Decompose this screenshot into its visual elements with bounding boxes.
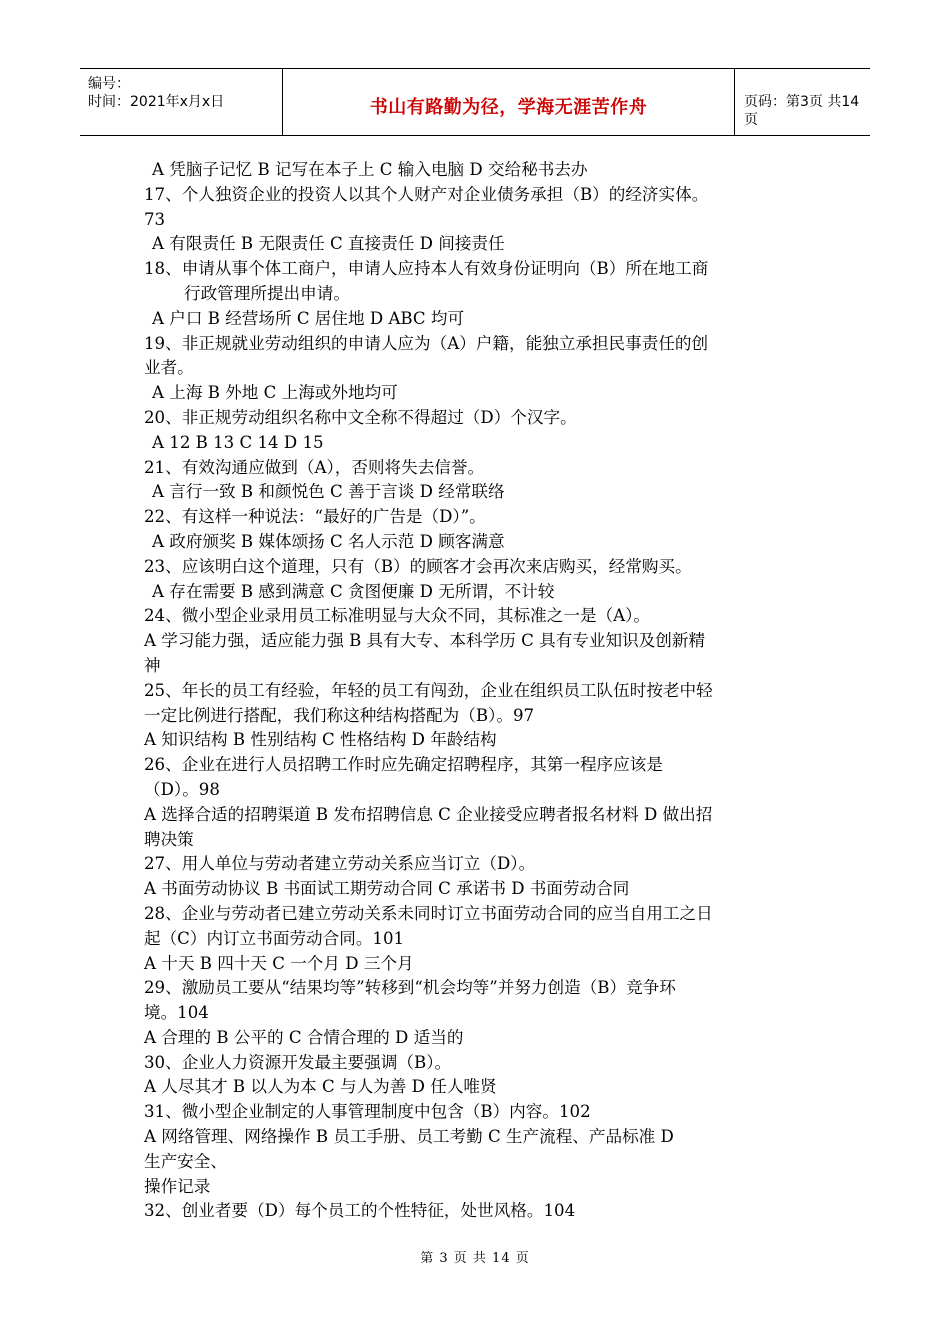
answer-options-line: A 言行一致 B 和颜悦色 C 善于言谈 D 经常联络 (152, 482, 505, 502)
question-text-line: A 书面劳动协议 B 书面试工期劳动合同 C 承诺书 D 书面劳动合同 (144, 879, 630, 899)
question-text-line: A 合理的 B 公平的 C 合情合理的 D 适当的 (144, 1027, 464, 1047)
question-text-line: 30、企业人力资源开发最主要强调（B）。 (144, 1052, 452, 1072)
header-motto-cell (283, 69, 735, 135)
header-meta-cell (80, 69, 283, 135)
question-text-line: 19、非正规就业劳动组织的申请人应为（A）户籍，能独立承担民事责任的创 (144, 333, 709, 353)
document-body (144, 158, 816, 1224)
question-text-line: 73 (144, 209, 166, 229)
answer-options-line: A 上海 B 外地 C 上海或外地均可 (152, 383, 398, 403)
question-text-line: A 知识结构 B 性别结构 C 性格结构 D 年龄结构 (144, 730, 497, 750)
question-text-line: A 十天 B 四十天 C 一个月 D 三个月 (144, 953, 414, 973)
question-text-line: 29、激励员工要从“结果均等”转移到“机会均等”并努力创造（B）竞争环 (144, 978, 676, 998)
question-text-line: 31、微小型企业制定的人事管理制度中包含（B）内容。102 (144, 1102, 591, 1122)
answer-options-line: A 凭脑子记忆 B 记写在本子上 C 输入电脑 D 交给秘书去办 (152, 160, 588, 179)
number-label: 编号： (88, 76, 130, 92)
question-text-line: 23、应该明白这个道理，只有（B）的顾客才会再次来店购买，经常购买。 (144, 556, 692, 576)
header-page-cell (735, 69, 870, 135)
answer-options-line: A 有限责任 B 无限责任 C 直接责任 D 间接责任 (152, 234, 505, 254)
question-text-line: 22、有这样一种说法：“最好的广告是（D）”。 (144, 507, 486, 527)
document-header (80, 68, 870, 136)
time-label: 时间：2021年x月x日 (88, 94, 225, 110)
question-text-line: 一定比例进行搭配，我们称这种结构搭配为（B）。97 (144, 705, 535, 725)
question-text-line: 21、有效沟通应做到（A），否则将失去信誉。 (144, 457, 485, 477)
question-text-line: 神 (144, 655, 161, 675)
question-text-line: 32、创业者要（D）每个员工的个性特征，处世风格。104 (144, 1201, 576, 1221)
question-text-line: 生产安全、 (144, 1151, 227, 1171)
question-text-line: 操作记录 (144, 1176, 211, 1196)
question-text-line: 26、企业在进行人员招聘工作时应先确定招聘程序，其第一程序应该是 (144, 755, 663, 775)
question-text-line: A 选择合适的招聘渠道 B 发布招聘信息 C 企业接受应聘者报名材料 D 做出招 (144, 804, 713, 824)
question-text-line: 行政管理所提出申请。 (184, 283, 350, 303)
question-text-line: A 人尽其才 B 以人为本 C 与人为善 D 任人唯贤 (144, 1077, 497, 1097)
question-text-line: 业者。 (144, 358, 194, 378)
answer-options-line: A 12 B 13 C 14 D 15 (152, 432, 324, 452)
answer-options-line: A 存在需要 B 感到满意 C 贪图便廉 D 无所谓，不计较 (152, 581, 555, 601)
question-text-line: 27、用人单位与劳动者建立劳动关系应当订立（D）。 (144, 854, 536, 874)
question-text-line: 28、企业与劳动者已建立劳动关系未同时订立书面劳动合同的应当自用工之日 (144, 903, 713, 923)
answer-options-line: A 户口 B 经营场所 C 居住地 D ABC 均可 (152, 308, 465, 328)
header-page-label: 页码：第3页 共14页 (744, 94, 860, 128)
question-text-line: A 学习能力强，适应能力强 B 具有大专、本科学历 C 具有专业知识及创新精 (144, 631, 706, 651)
question-text-line: A 网络管理、网络操作 B 员工手册、员工考勤 C 生产流程、产品标准 D (144, 1127, 674, 1147)
question-text-line: （D）。98 (144, 779, 220, 799)
header-motto: 书山有路勤为径，学海无涯苦作舟 (369, 97, 648, 118)
question-text-line: 25、年长的员工有经验，年轻的员工有闯劲，企业在组织员工队伍时按老中轻 (144, 680, 713, 700)
question-text-line: 17、个人独资企业的投资人以其个人财产对企业债务承担（B）的经济实体。 (144, 184, 709, 204)
question-text-line: 18、申请从事个体工商户，申请人应持本人有效身份证明向（B）所在地工商 (144, 259, 709, 279)
answer-options-line: A 政府颁奖 B 媒体颂扬 C 名人示范 D 顾客满意 (152, 531, 505, 551)
question-text-line: 境。104 (144, 1003, 209, 1023)
question-text-line: 24、微小型企业录用员工标准明显与大众不同，其标准之一是（A）。 (144, 606, 651, 626)
question-text-line: 起（C）内订立书面劳动合同。101 (144, 928, 405, 948)
page-footer: 第 3 页 共 14 页 (420, 1251, 530, 1266)
question-text-line: 20、非正规劳动组织名称中文全称不得超过（D）个汉字。 (144, 407, 577, 427)
question-text-line: 聘决策 (144, 829, 194, 849)
